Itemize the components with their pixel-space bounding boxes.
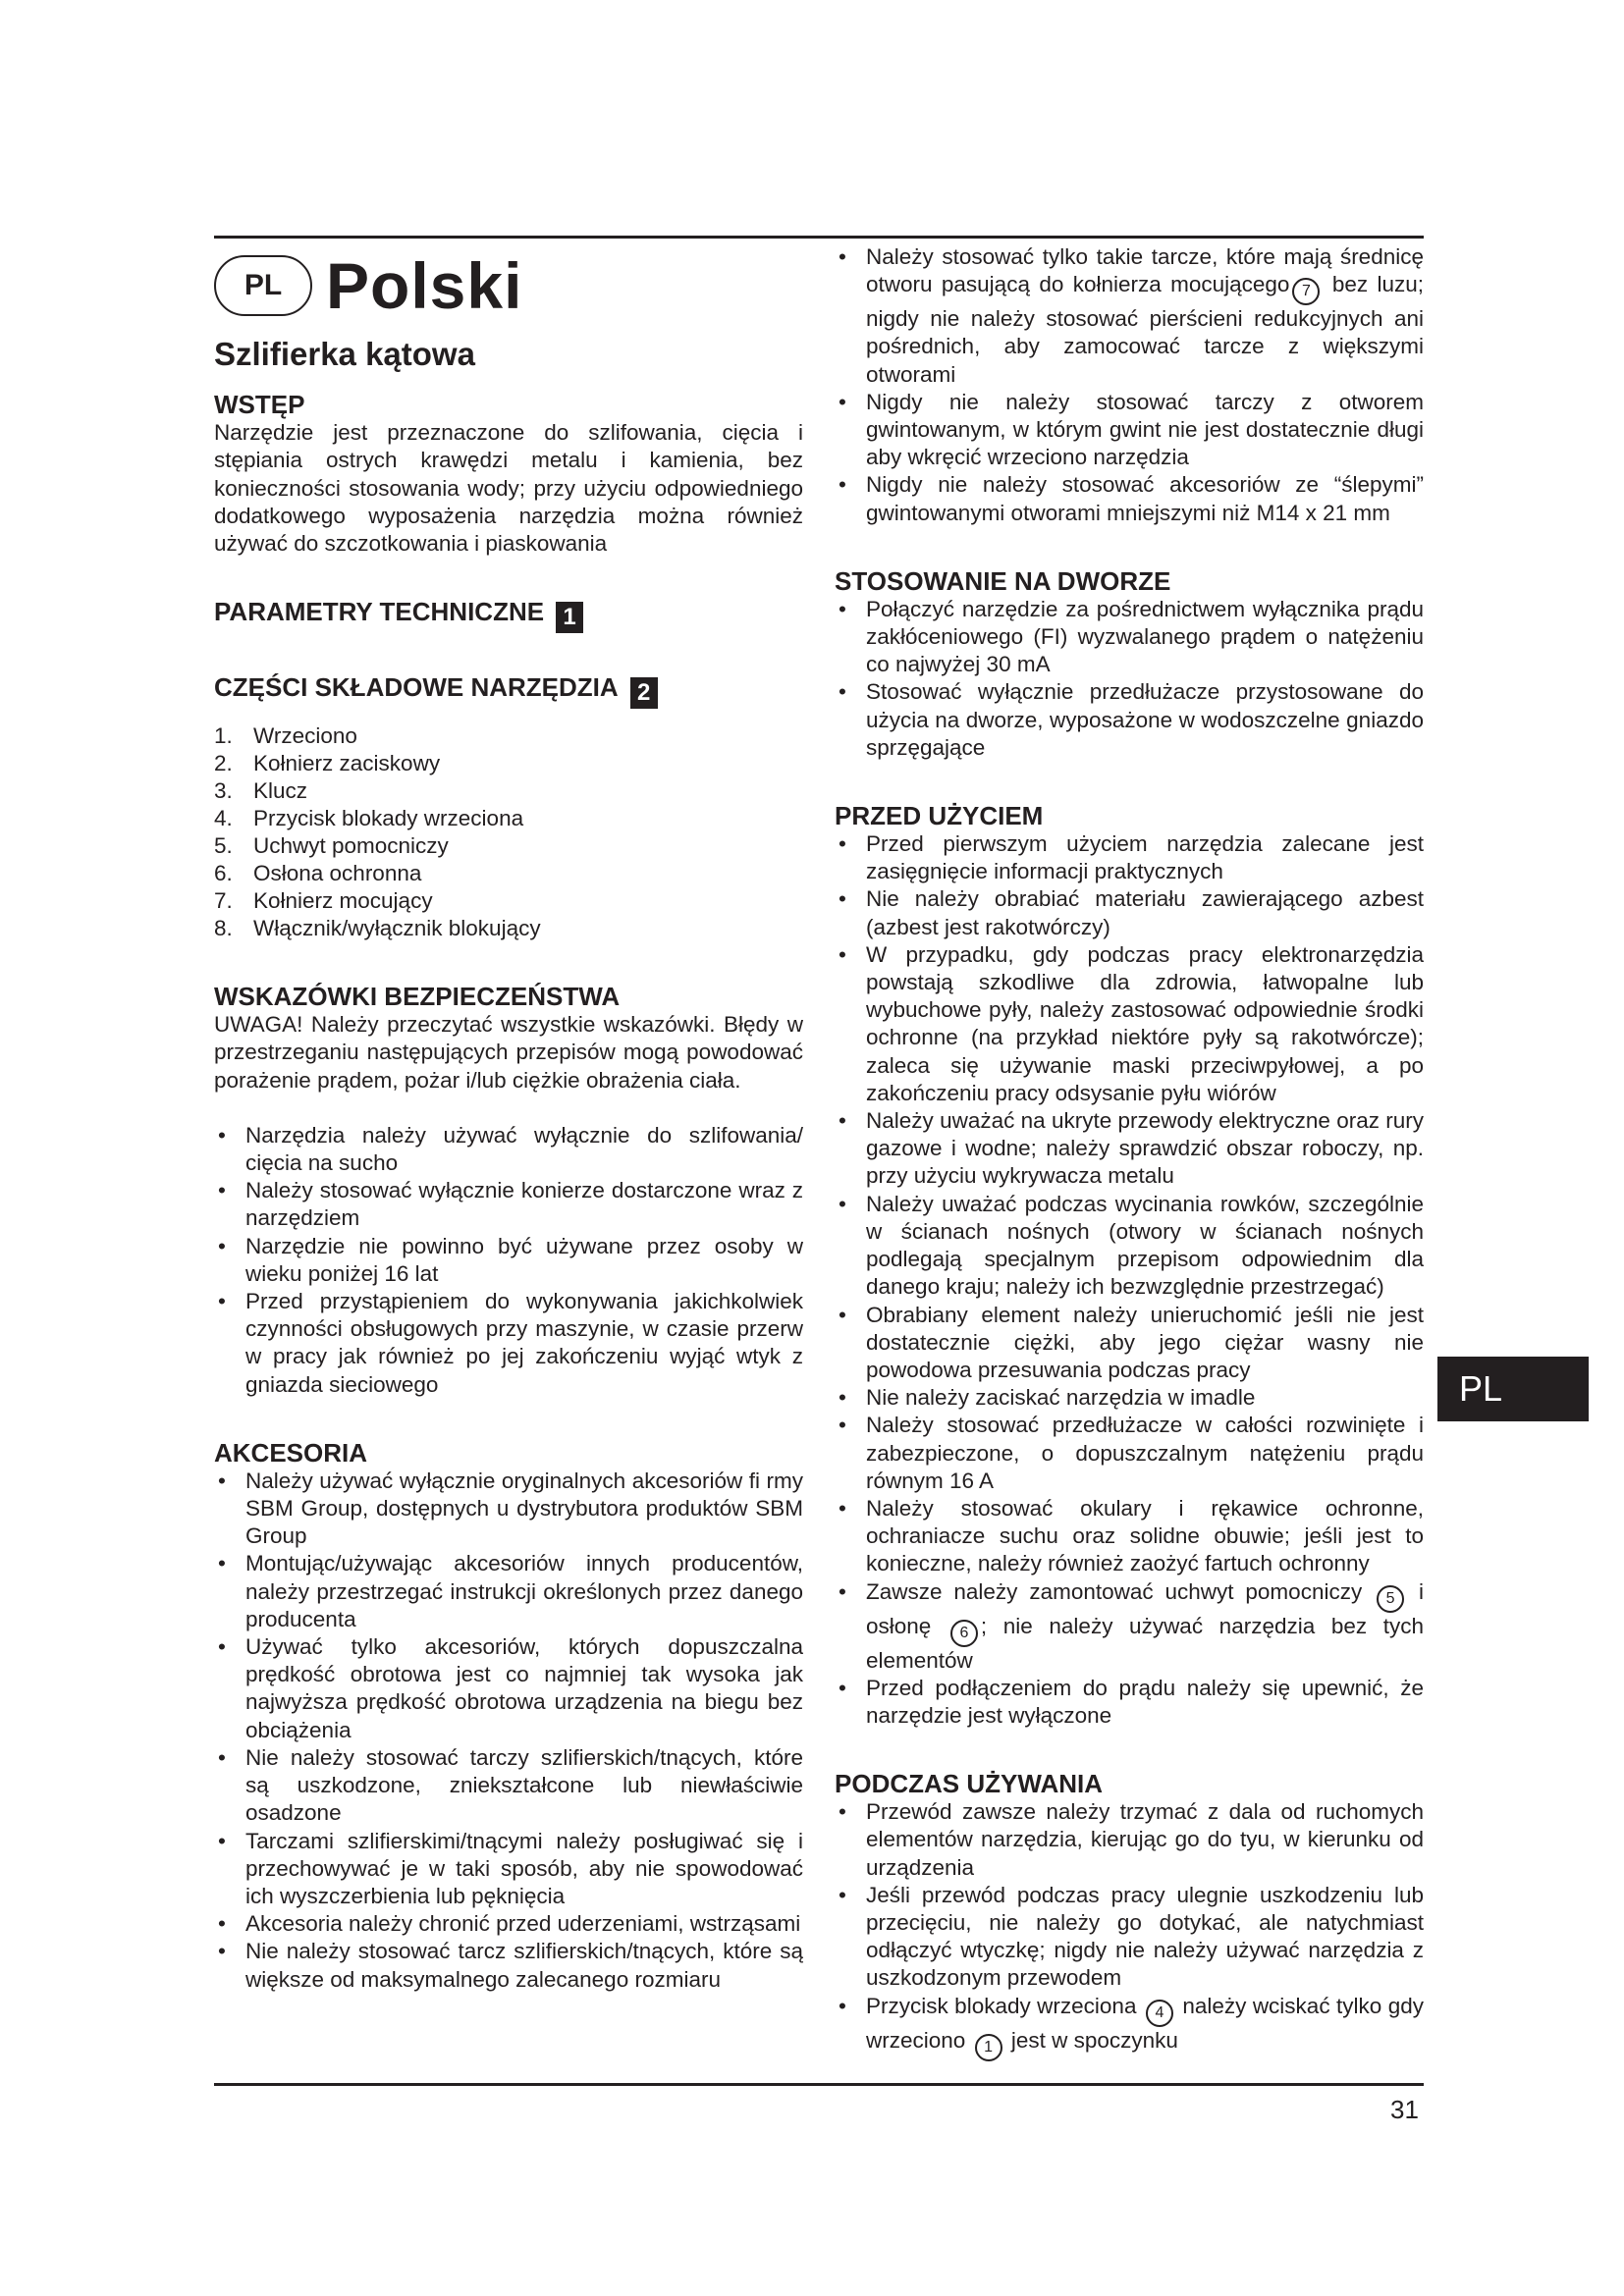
language-side-tab: PL [1437, 1357, 1589, 1421]
item-number: 3. [214, 778, 233, 804]
list-item: • Przed pierwszym użyciem narzędzia zalecane jest zasięgnięcie informacji praktycznych [835, 830, 1424, 885]
item-label: Kołnierz zaciskowy [253, 751, 441, 776]
list-item: • Przed przystąpieniem do wykonywania jakichkolwiek czynności obsługowych przy maszynie, w czasie przerw w pracy jak również po jej zakończeniu wyjąć wtyk z gniazda sieciowego [214, 1288, 803, 1399]
item-label: Osłona ochronna [253, 861, 422, 886]
figure-1-badge: 1 [556, 602, 583, 633]
list-item: • Akcesoria należy chronić przed uderzeniami, wstrząsami [214, 1910, 803, 1938]
list-item [835, 1578, 1424, 1675]
ref-6-marker: 6 [950, 1620, 978, 1647]
list-item: • Nie należy stosować tarcz szlifierskich/tnących, które są większe od maksymalnego zalecanego rozmiaru [214, 1938, 803, 1993]
item-number: 8. [214, 916, 233, 941]
list-item: • Obrabiany element należy unieruchomić jeśli nie jest dostatecznie ciężki, aby jego ciężar wasny nie powodowa przesuwania podczas pracy [835, 1302, 1424, 1385]
ref-7-marker: 7 [1292, 278, 1320, 305]
item-label: Klucz [253, 778, 308, 804]
list-item [214, 887, 803, 915]
accessories-list-continued [835, 243, 1424, 527]
top-rule [214, 236, 1424, 239]
safety-intro: UWAGA! Należy przeczytać wszystkie wskazówki. Błędy w przestrzeganiu następujących przepisów mogą powodować porażenie prądem, pożar i/lub ciężkie obrażenia ciała. [214, 1012, 803, 1093]
safety-list [214, 1122, 803, 1399]
item-text: Należy stosować tylko takie tarcze, które mają średnicę otworu pasującą do kołnierza mocującego [866, 244, 1424, 297]
list-item: • Narzędzia należy używać wyłącznie do szlifowania/ cięcia na sucho [214, 1122, 803, 1177]
item-number: 2. [214, 751, 233, 776]
safety-heading: WSKAZÓWKI BEZPIECZEŃSTWA [214, 982, 621, 1012]
item-number: 5. [214, 833, 233, 859]
list-item [214, 915, 803, 942]
intro-text: Narzędzie jest przeznaczone do szlifowania, cięcia i stępiania ostrych krawędzi metalu i kamienia, bez konieczności stosowania wody; przy użyciu odpowiedniego dodatkowego wyposażenia narzędzia można również używać do szczotkowania i piaskowania [214, 420, 803, 557]
item-text: Przycisk blokady wrzeciona [866, 1993, 1137, 2018]
language-header [214, 246, 803, 325]
item-number: 1. [214, 723, 233, 749]
parts-heading-text: CZĘŚCI SKŁADOWE NARZĘDZIA [214, 672, 619, 703]
list-item: • Nigdy nie należy stosować tarczy z otworem gwintowanym, w którym gwint nie jest dostatecznie długi aby wkręcić wrzeciono narzędzia [835, 389, 1424, 472]
item-text: ; nie należy używać narzędzia bez tych elementów [866, 1613, 1424, 1673]
list-item [214, 805, 803, 832]
list-item [214, 750, 803, 777]
list-item: • W przypadku, gdy podczas pracy elektronarzędzia powstają szkodliwe dla zdrowia, łatwopalne lub wybuchowe pyły, należy zastosować odpowiednie środki ochronne (na przykład niektóre pyły są rakotwórcze); zaleca się używanie maski przeciwpyłowej, a po zakończeniu pracy odsysanie pyłu wiórów [835, 941, 1424, 1107]
page-title: Szlifierka kątowa [214, 336, 475, 372]
left-column [214, 241, 803, 1994]
item-label: Uchwyt pomocniczy [253, 833, 449, 859]
list-item: • Nigdy nie należy stosować akcesoriów ze “ślepymi” gwintowanymi otworami mniejszymi niż M14 x 21 mm [835, 471, 1424, 526]
ref-4-marker: 4 [1146, 2000, 1173, 2027]
list-item: • Tarczami szlifierskimi/tnącymi należy posługiwać się i przechowywać je w taki sposób, aby nie spowodować ich wyszczerbienia lub pęknięcia [214, 1828, 803, 1911]
parts-heading [214, 672, 803, 709]
item-text: i osłonę [866, 1578, 1424, 1638]
list-item: • Narzędzie nie powinno być używane przez osoby w wieku poniżej 16 lat [214, 1233, 803, 1288]
item-number: 6. [214, 861, 233, 886]
list-item: • Nie należy stosować tarczy szlifierskich/tnących, które są uszkodzone, zniekształcone lub niewłaściwie osadzone [214, 1744, 803, 1828]
list-item: • Przed podłączeniem do prądu należy się upewnić, że narzędzie jest wyłączone [835, 1675, 1424, 1730]
during-use-heading: PODCZAS UŻYWANIA [835, 1769, 1103, 1799]
during-use-list [835, 1798, 1424, 2060]
intro-heading: WSTĘP [214, 390, 305, 420]
right-column [835, 243, 1424, 2061]
tech-heading [214, 597, 803, 633]
parts-list [214, 722, 803, 942]
list-item: • Należy uważać na ukryte przewody elektryczne oraz rury gazowe i wodne; należy sprawdzić obszar roboczy, np. przy użyciu wykrywacza metalu [835, 1107, 1424, 1191]
list-item [835, 1993, 1424, 2061]
accessories-list [214, 1468, 803, 1994]
list-item: • Należy stosować przedłużacze w całości rozwinięte i zabezpieczone, o dopuszczalnym natężeniu prądu równym 16 A [835, 1412, 1424, 1495]
list-item: • Używać tylko akcesoriów, których dopuszczalna prędkość obrotowa jest co najmniej tak wysoka jak najwyższa prędkość obrotowa urządzenia na biegu bez obciążenia [214, 1633, 803, 1744]
language-badge: PL [214, 255, 312, 316]
outdoor-heading: STOSOWANIE NA DWORZE [835, 565, 1171, 596]
page-number: 31 [1390, 2095, 1419, 2124]
item-label: Wrzeciono [253, 723, 357, 749]
item-text: należy wciskać tylko gdy wrzeciono [866, 1993, 1424, 2053]
list-item: • Nie należy obrabiać materiału zawierającego azbest (azbest jest rakotwórczy) [835, 885, 1424, 940]
list-item: • Jeśli przewód podczas pracy ulegnie uszkodzeniu lub przecięciu, nie należy go dotykać, ale natychmiast odłączyć wtyczkę; nigdy nie należy używać narzędzia z uszkodzonym przewodem [835, 1882, 1424, 1993]
list-item [214, 777, 803, 805]
item-text: Zawsze należy zamontować uchwyt pomocniczy [866, 1578, 1363, 1604]
item-label: Przycisk blokady wrzeciona [253, 806, 524, 831]
list-item [214, 722, 803, 750]
list-item: • Należy uważać podczas wycinania rowków, szczególnie w ścianach nośnych (otwory w ścianach nośnych podlegają specjalnym przepisom odpowiednim dla danego kraju; należy ich bezwzględnie przestrzegać) [835, 1191, 1424, 1302]
list-item: • Należy używać wyłącznie oryginalnych akcesoriów fi rmy SBM Group, dostępnych u dystrybutora produktów SBM Group [214, 1468, 803, 1551]
list-item [214, 832, 803, 860]
list-item [835, 243, 1424, 389]
list-item: • Należy stosować okulary i rękawice ochronne, ochraniacze suchu oraz solidne obuwie; jeśli jest to konieczne, należy również zaożyć fartuch ochronny [835, 1495, 1424, 1578]
before-use-heading: PRZED UŻYCIEM [835, 801, 1044, 831]
ref-1-marker: 1 [975, 2034, 1002, 2061]
list-item [214, 860, 803, 887]
item-label: Włącznik/wyłącznik blokujący [253, 916, 541, 941]
list-item: • Montując/używając akcesoriów innych producentów, należy przestrzegać instrukcji określonych przez danego producenta [214, 1550, 803, 1633]
before-use-list [835, 830, 1424, 1730]
list-item: • Stosować wyłącznie przedłużacze przystosowane do użycia na dworze, wyposażone w wodoszczelne gniazdo sprzęgające [835, 678, 1424, 762]
outdoor-list [835, 596, 1424, 762]
accessories-heading: AKCESORIA [214, 1437, 368, 1468]
language-title: Polski [326, 248, 523, 322]
bottom-rule [214, 2083, 1424, 2086]
item-text: jest w spoczynku [1010, 2027, 1178, 2053]
item-label: Kołnierz mocujący [253, 888, 433, 914]
list-item: • Nie należy zaciskać narzędzia w imadle [835, 1384, 1424, 1412]
figure-2-badge: 2 [630, 677, 658, 709]
item-number: 4. [214, 806, 233, 831]
ref-5-marker: 5 [1377, 1585, 1404, 1613]
list-item: • Połączyć narzędzie za pośrednictwem wyłącznika prądu zakłóceniowego (FI) wyzwalanego prądem o natężeniu co najwyżej 30 mA [835, 596, 1424, 679]
list-item: • Należy stosować wyłącznie konierze dostarczone wraz z narzędziem [214, 1177, 803, 1232]
list-item: • Przewód zawsze należy trzymać z dala od ruchomych elementów narzędzia, kierując go do tyu, w kierunku od urządzenia [835, 1798, 1424, 1882]
item-number: 7. [214, 888, 233, 914]
item-text: bez luzu; nigdy nie należy stosować pierścieni redukcyjnych ani pośrednich, aby zamocować tarcze z większymi otworami [866, 272, 1424, 387]
tech-heading-text: PARAMETRY TECHNICZNE [214, 597, 545, 627]
